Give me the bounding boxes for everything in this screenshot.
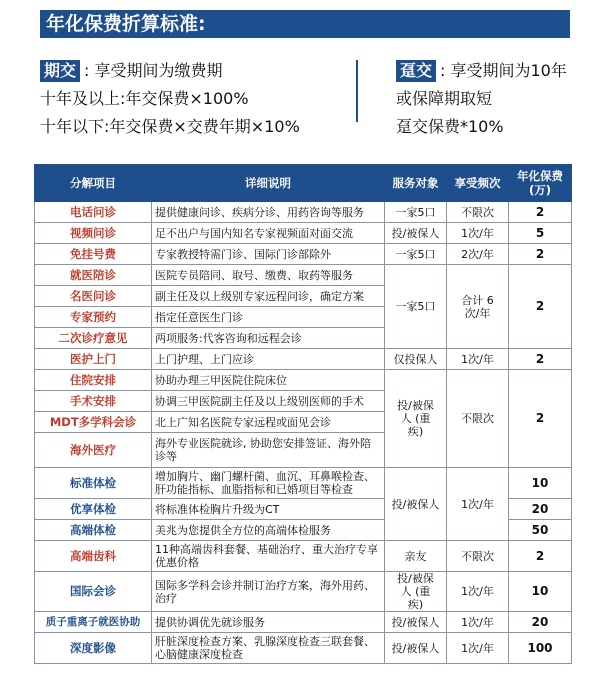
detail-cell: 专家教授特需门诊、国际门诊部除外 [152,244,385,265]
installment-period-text: : 享受期间为缴费期 [84,61,223,80]
detail-cell: 海外专业医院就诊, 协助您安排签证、海外陪诊等 [152,433,385,468]
detail-cell: 北上广知名医院专家远程或面见会诊 [152,412,385,433]
item-cell: 高端齿科 [35,541,152,572]
page-title: 年化保费折算标准: [40,10,570,38]
detail-cell: 提供协调优先就诊服务 [152,612,385,633]
rules-divider [356,60,358,122]
fee-cell: 50 [509,520,572,541]
frequency-cell: 1次/年 [447,572,509,612]
item-cell: 就医陪诊 [35,265,152,286]
target-cell: 一家5口 [385,244,447,265]
target-cell: 一家5口 [385,202,447,223]
detail-cell: 足不出户与国内知名专家视频面对面交流 [152,223,385,244]
service-table [34,164,572,664]
table-row [35,202,572,223]
fee-cell: 2 [509,202,572,223]
fee-cell: 100 [509,633,572,664]
header-frequency: 享受频次 [447,165,509,202]
table-row [35,244,572,265]
right-rule-line-2: 或保障期取短 [396,89,493,108]
detail-cell: 副主任及以上级别专家远程问诊，确定方案 [152,286,385,307]
item-cell: MDT多学科会诊 [35,412,152,433]
detail-cell: 增加胸片、幽门螺杆菌、血沉、耳鼻喉检查、肝功能指标、血脂指标和已婚项目等检查 [152,468,385,499]
item-cell: 质子重离子就医协助 [35,612,152,633]
fee-cell: 2 [509,349,572,370]
target-cell: 投/被保人 (重疾) [385,370,447,468]
header-target: 服务对象 [385,165,447,202]
item-cell: 二次诊疗意见 [35,328,152,349]
item-cell: 优享体检 [35,499,152,520]
lump-sum-period-text: : 享受期间为10年 [440,61,567,80]
frequency-cell: 1次/年 [447,612,509,633]
target-cell: 投/被保人 (重疾) [385,572,447,612]
fee-cell: 2 [509,541,572,572]
right-rule-line-3: 趸交保费*10% [396,117,504,136]
detail-cell: 提供健康问诊、疾病分诊、用药咨询等服务 [152,202,385,223]
frequency-cell: 2次/年 [447,244,509,265]
frequency-cell: 1次/年 [447,349,509,370]
left-rule-line-2: 十年及以上:年交保费×100% [40,89,249,108]
detail-cell: 肝脏深度检查方案、乳腺深度检查三联套餐、心脑健康深度检查 [152,633,385,664]
detail-cell: 协调三甲医院副主任及以上级别医师的手术 [152,391,385,412]
item-cell: 高端体检 [35,520,152,541]
fee-cell: 20 [509,499,572,520]
detail-cell: 协助办理三甲医院住院床位 [152,370,385,391]
item-cell: 医护上门 [35,349,152,370]
item-cell: 电话问诊 [35,202,152,223]
item-cell: 视频问诊 [35,223,152,244]
table-row [35,349,572,370]
table-row [35,265,572,286]
frequency-cell: 1次/年 [447,223,509,244]
item-cell: 名医问诊 [35,286,152,307]
target-cell: 仅投保人 [385,349,447,370]
fee-cell: 10 [509,468,572,499]
detail-cell: 医院专员陪同、取号、缴费、取药等服务 [152,265,385,286]
right-rule-line-1 [396,60,567,82]
table-row [35,612,572,633]
fee-cell: 20 [509,612,572,633]
target-cell: 投/被保人 [385,223,447,244]
table-header-row [35,165,572,202]
item-cell: 国际会诊 [35,572,152,612]
frequency-cell: 不限次 [447,202,509,223]
detail-cell: 美兆为您提供全方位的高端体检服务 [152,520,385,541]
table-row [35,633,572,664]
header-detail: 详细说明 [152,165,385,202]
frequency-cell: 不限次 [447,541,509,572]
fee-cell: 2 [509,265,572,349]
detail-cell: 11种高端齿科套餐、基础治疗、重大治疗专享优惠价格 [152,541,385,572]
target-cell: 一家5口 [385,265,447,349]
table-row [35,370,572,391]
lump-sum-tag: 趸交 [396,60,436,82]
item-cell: 手术安排 [35,391,152,412]
installment-tag: 期交 [40,60,80,82]
left-rule-line-3: 十年以下:年交保费×交费年期×10% [40,117,300,136]
frequency-cell: 不限次 [447,370,509,468]
table-row [35,468,572,499]
detail-cell: 两项服务:代客咨询和远程会诊 [152,328,385,349]
item-cell: 深度影像 [35,633,152,664]
table-row [35,541,572,572]
target-cell: 亲友 [385,541,447,572]
frequency-cell: 1次/年 [447,633,509,664]
table-row [35,572,572,612]
table-row [35,223,572,244]
frequency-cell: 合计 6次/年 [447,265,509,349]
fee-cell: 2 [509,370,572,468]
detail-cell: 上门护理、上门应诊 [152,349,385,370]
item-cell: 海外医疗 [35,433,152,468]
item-cell: 免挂号费 [35,244,152,265]
header-annual-fee: 年化保费(万) [509,165,572,202]
item-cell: 专家预约 [35,307,152,328]
header-item: 分解项目 [35,165,152,202]
item-cell: 住院安排 [35,370,152,391]
fee-cell: 5 [509,223,572,244]
left-rule-line-1 [40,60,223,82]
detail-cell: 将标准体检胸片升级为CT [152,499,385,520]
item-cell: 标准体检 [35,468,152,499]
target-cell: 投/被保人 [385,612,447,633]
fee-cell: 2 [509,244,572,265]
detail-cell: 国际多学科会诊并制订治疗方案，海外用药、治疗 [152,572,385,612]
detail-cell: 指定任意医生门诊 [152,307,385,328]
target-cell: 投/被保人 [385,468,447,541]
target-cell: 投/被保人 [385,633,447,664]
frequency-cell: 1次/年 [447,468,509,541]
fee-cell: 10 [509,572,572,612]
